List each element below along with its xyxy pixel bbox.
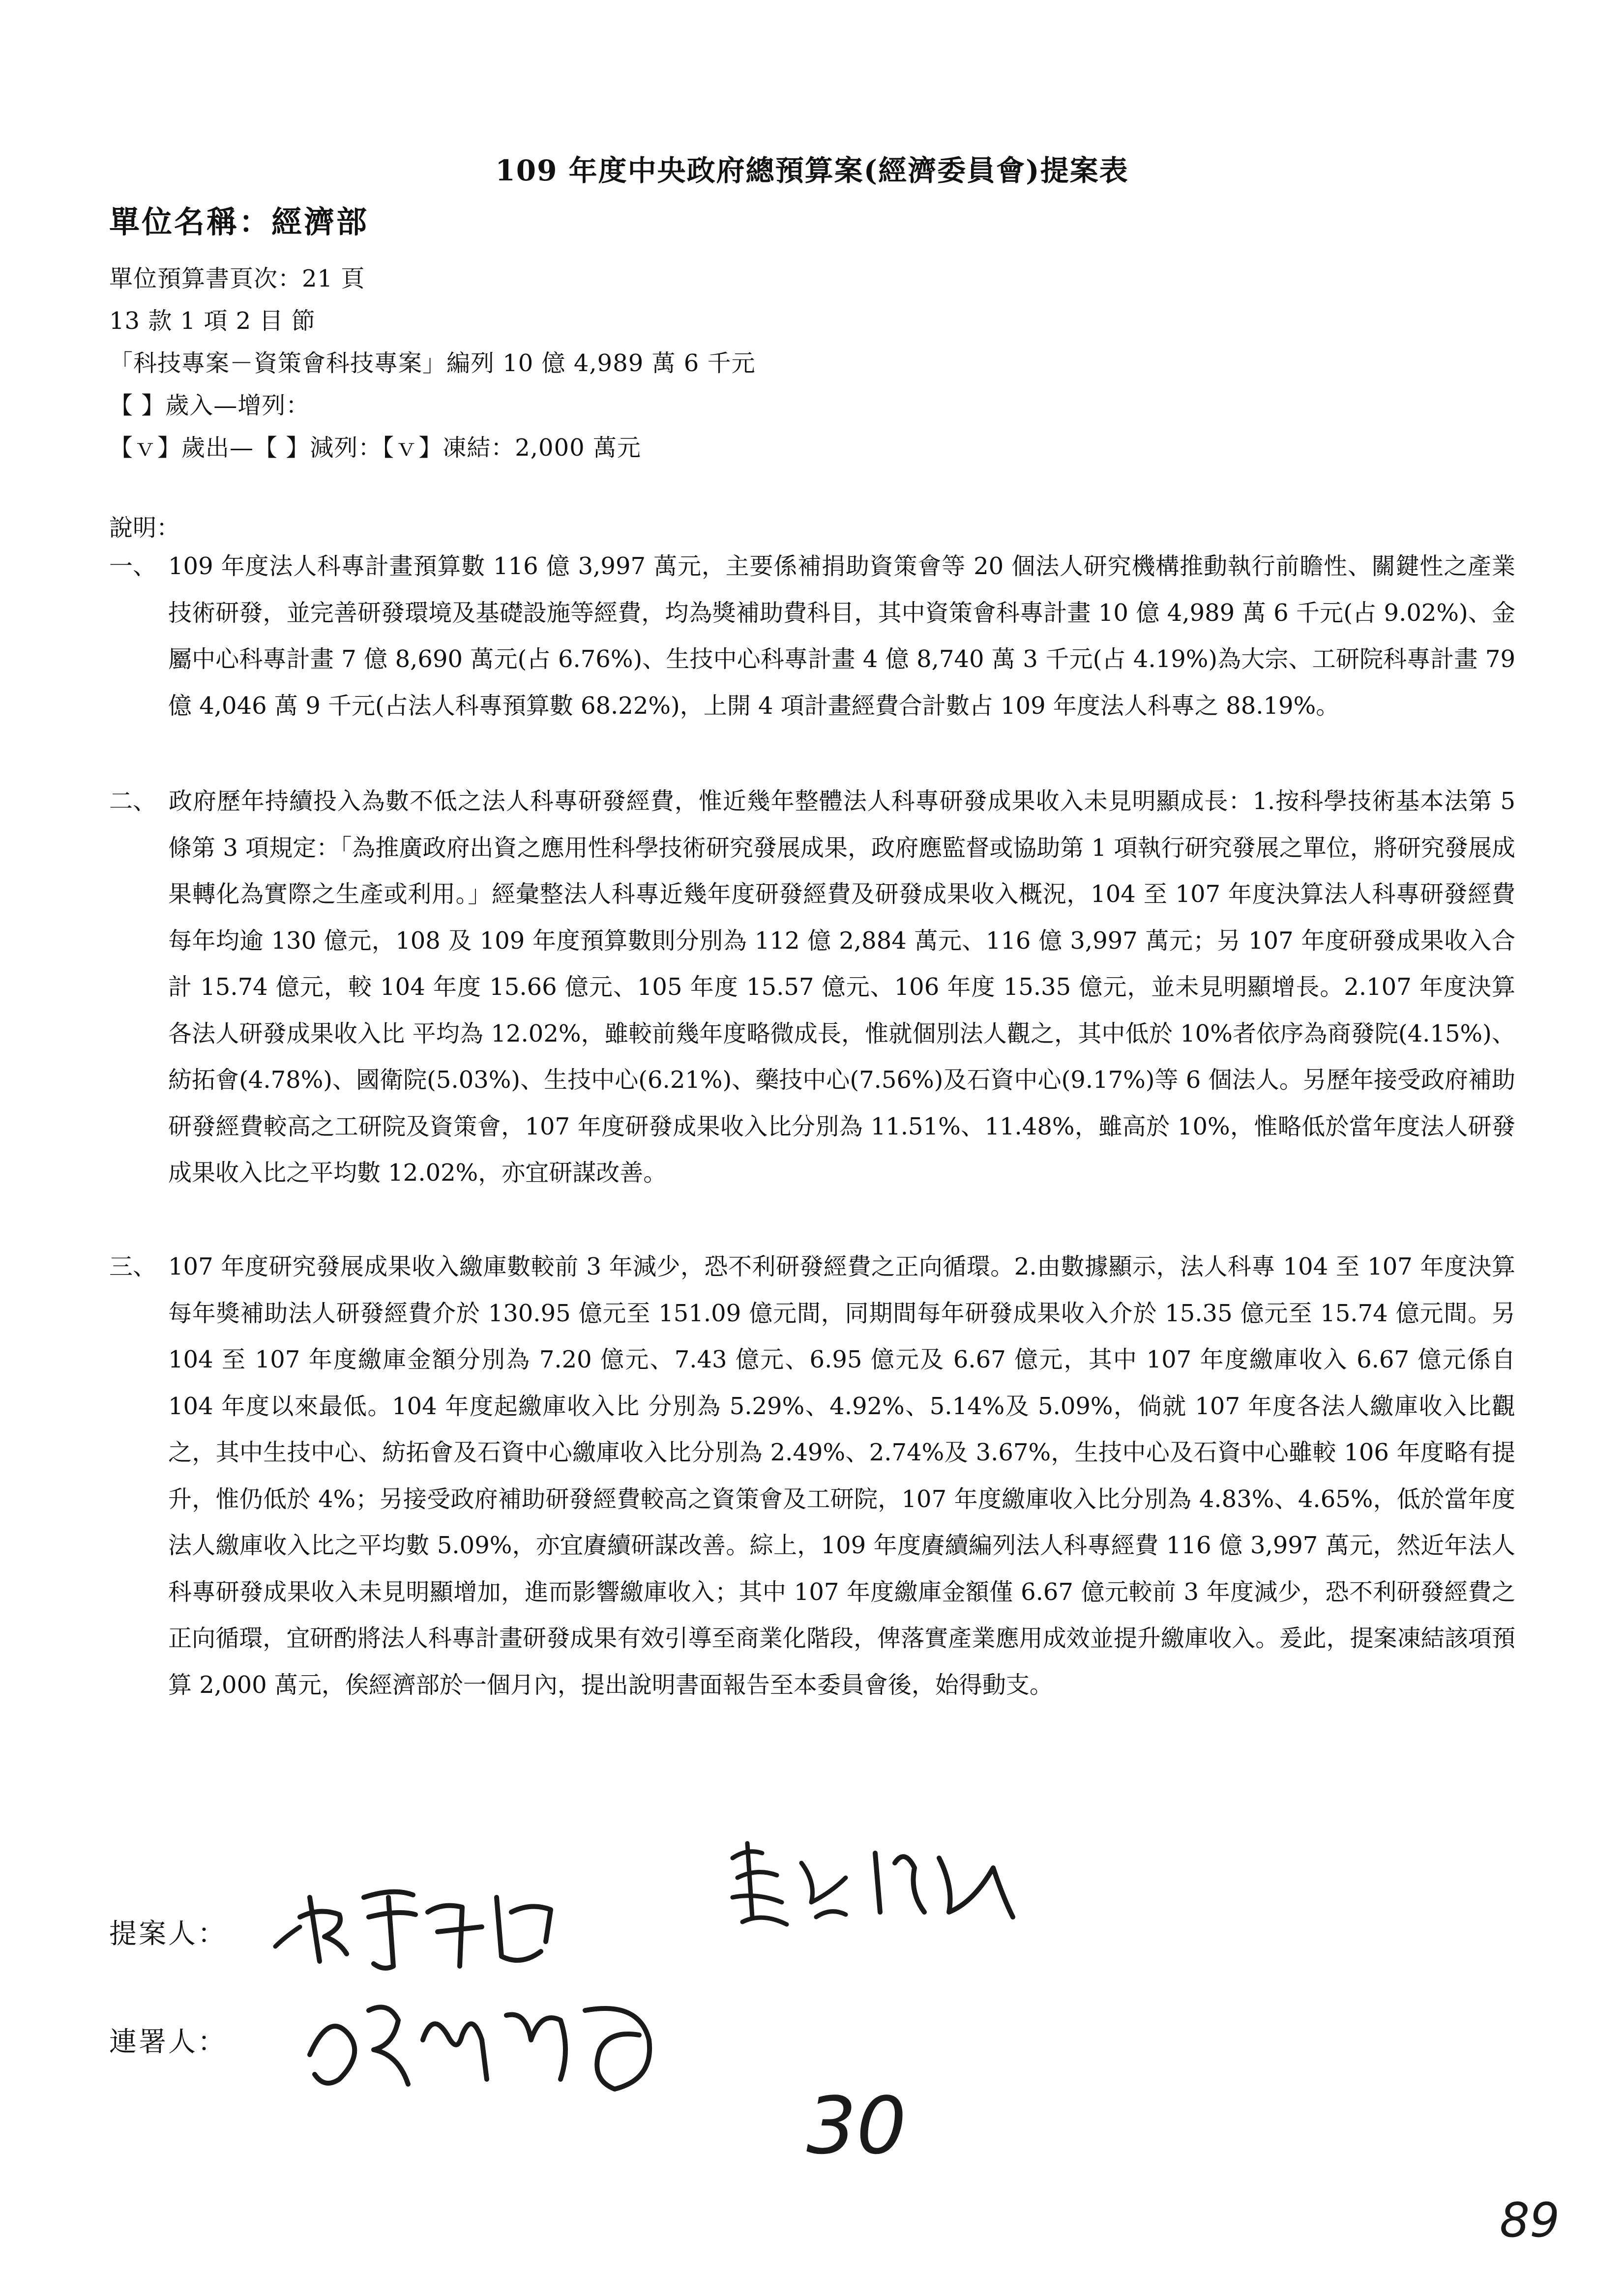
unit-name: 單位名稱：經濟部	[109, 204, 369, 240]
handwritten-number	[797, 2064, 944, 2192]
proposer-label: 提案人：	[109, 1918, 227, 1950]
explanation-item	[109, 1244, 1515, 1708]
document-title: 109 年度中央政府總預算案(經濟委員會)提案表	[495, 154, 1129, 187]
revenue-line: 【 】歲入—增列：	[109, 392, 310, 419]
item-text: 107 年度研究發展成果收入繳庫數較前 3 年減少，恐不利研發經費之正向循環。2.由數據顯示，法人科專 104 至 107 年度決算每年獎補助法人研發經費介於 130.95 億元至 151.09 億元間，同期間每年研發成果收入介於 15.35 億元至 15.74 億元間。另 104 至 107 年度繳庫金額分別為 7.20 億元、7.43 億元、6.95 億元及 6.67 億元，其中 107 年度繳庫收入 6.67 億元係自 104 年度以來最低。104 年度起繳庫收入比 分別為 5.29%、4.92%、5.14%及 5.09%，倘就 107 年度各法人繳庫收入比觀之，其中生技中心、紡拓會及石資中心繳庫收入比分別為 2.49%、2.74%及 3.67%，生技中心及石資中心雖較 106 年度略有提升，惟仍低於 4%；另接受政府補助研發經費較高之資策會及工研院，107 年度繳庫收入比分別為 4.83%、4.65%，低於當年度法人繳庫收入比之平均數 5.09%，亦宜賡續研謀改善。綜上，109 年度賡續編列法人科專經費 116 億 3,997 萬元，然近年法人科專研發成果收入未見明顯增加，進而影響繳庫收入；其中 107 年度繳庫金額僅 6.67 億元較前 3 年度減少，恐不利研發經費之正向循環，宜研酌將法人科專計畫研發成果有效引導至商業化階段，俾落實產業應用成效並提升繳庫收入。爰此，提案凍結該項預算 2,000 萬元，俟經濟部於一個月內，提出說明書面報告至本委員會後，始得動支。	[168, 1253, 1515, 1699]
item-marker: 三、	[109, 1253, 157, 1280]
expenditure-line: 【ｖ】歲出—【 】減列：【ｖ】凍結：2,000 萬元	[109, 434, 641, 462]
cosigner-signature-2	[295, 1981, 669, 2109]
item-text: 109 年度法人科專計畫預算數 116 億 3,997 萬元，主要係補捐助資策會等 20 個法人研究機構推動執行前瞻性、關鍵性之產業技術研發，並完善研發環境及基礎設施等經費，均為獎補助費科目，其中資策會科專計畫 10 億 4,989 萬 6 千元(占 9.02%)、金屬中心科專計畫 7 億 8,690 萬元(占 6.76%)、生技中心科專計畫 4 億 8,740 萬 3 千元(占 4.19%)為大宗、工研院科專計畫 79 億 4,046 萬 9 千元(占法人科專預算數 68.22%)，上開 4 項計畫經費合計數占 109 年度法人科專之 88.19%。	[168, 552, 1515, 720]
budget-section-line: 13 款 1 項 2 目 節	[109, 307, 316, 335]
item-marker: 一、	[109, 552, 157, 580]
item-text: 政府歷年持續投入為數不低之法人科專研發經費，惟近幾年整體法人科專研發成果收入未見明顯成長：1.按科學技術基本法第 5 條第 3 項規定：「為推廣政府出資之應用性科學技術研究發展成果，政府應監督或協助第 1 項執行研究發展之單位，將研究發展成果轉化為實際之生產或利用。」經彙整法人科專近幾年度研發經費及研發成果收入概況，104 至 107 年度決算法人科專研發經費每年均逾 130 億元，108 及 109 年度預算數則分別為 112 億 2,884 萬元、116 億 3,997 萬元；另 107 年度研發成果收入合計 15.74 億元，較 104 年度 15.66 億元、105 年度 15.57 億元、106 年度 15.35 億元，並未見明顯增長。2.107 年度決算各法人研發成果收入比 平均為 12.02%，雖較前幾年度略微成長，惟就個別法人觀之，其中低於 10%者依序為商發院(4.15%)、紡拓會(4.78%)、國衛院(5.03%)、生技中心(6.21%)、藥技中心(7.56%)及石資中心(9.17%)等 6 個法人。另歷年接受政府補助研發經費較高之工研院及資策會，107 年度研發成果收入比分別為 11.51%、11.48%，雖高於 10%，惟略低於當年度法人研發成果收入比之平均數 12.02%，亦宜研謀改善。	[168, 787, 1515, 1187]
explanation-label: 說明：	[109, 514, 180, 542]
item-marker: 二、	[109, 787, 157, 815]
proposer-signature	[266, 1868, 570, 1981]
handwritten-number-text: 30	[806, 2080, 907, 2172]
cosigner-signature-1	[718, 1819, 1023, 1947]
budget-page-line: 單位預算書頁次：21 頁	[109, 265, 365, 292]
page-number-text: 89	[1500, 2193, 1560, 2248]
cosigner-label: 連署人：	[109, 2026, 227, 2058]
explanation-item	[109, 543, 1515, 729]
budget-item-line: 「科技專案－資策會科技專案」編列 10 億 4,989 萬 6 千元	[109, 349, 756, 377]
explanation-item	[109, 778, 1515, 1196]
page-number	[1495, 2182, 1593, 2256]
